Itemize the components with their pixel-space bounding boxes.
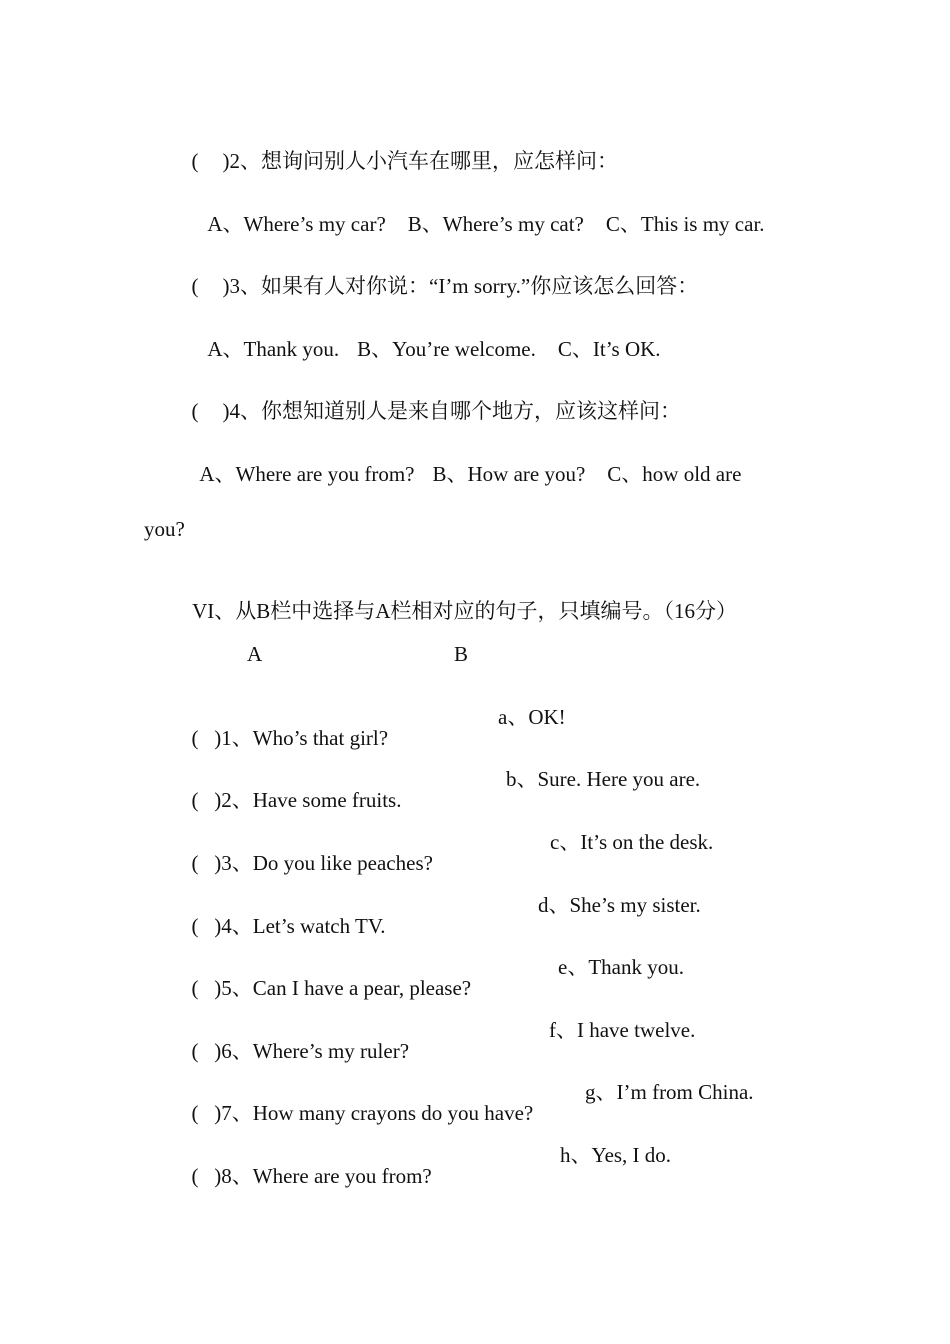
question-4-stem [181,380,681,422]
score-unit: 分） [694,599,737,623]
match-row-1 [181,707,388,749]
section-numeral: VI、从 [192,599,257,623]
option-c: C、It’s OK. [557,337,661,361]
match-row-6 [181,1020,409,1062]
option-b: B、Where’s my cat? [407,212,584,236]
row-number: ( )6、 [191,1039,253,1063]
question-number: )2、 [222,149,261,173]
question-2-options [198,193,765,235]
question-text-cn: 如果有人对你说： [261,274,429,298]
row-number: ( )3、 [191,851,253,875]
title-text-1: 栏中选择与 [270,599,376,623]
column-a-sentence: Have some fruits. [252,788,402,812]
match-row-2 [181,769,401,811]
option-b: B、How are you? [432,462,586,486]
column-a-sentence: How many crayons do you have? [252,1101,534,1125]
answer-paren-open: ( [191,274,199,298]
match-option-d: d、She’s my sister. [538,893,701,917]
question-4-option-c-continued: you? [144,517,185,541]
option-b: B、You’re welcome. [357,337,536,361]
match-row-7 [181,1082,533,1124]
question-text: 想询问别人小汽车在哪里，应怎样问： [261,149,618,173]
column-a-sentence: Where are you from? [252,1164,432,1188]
row-number: ( )2、 [191,788,253,812]
section-6-title [182,580,737,622]
match-option-g: g、I’m from China. [585,1080,754,1104]
question-number: )4、 [222,399,261,423]
option-a: A、Thank you. [207,337,340,361]
row-number: ( )5、 [191,976,253,1000]
title-text-2: 栏相对应的句子，只填编号。 [390,599,664,623]
question-3-options [198,318,661,360]
score-number: 16 [673,599,695,623]
row-number: ( )7、 [191,1101,253,1125]
match-option-e: e、Thank you. [558,955,684,979]
match-row-8 [181,1145,432,1187]
question-4-options [190,443,741,485]
column-a-sentence: Can I have a pear, please? [252,976,472,1000]
question-text-en: “I’m sorry.” [429,274,531,298]
score-open: （ [663,599,674,623]
option-a: A、Where’s my car? [207,212,386,236]
column-ref-a: A [375,599,391,623]
match-option-h: h、Yes, I do. [560,1143,672,1167]
question-text: 你想知道别人是来自哪个地方，应该这样问： [261,399,681,423]
match-option-a: a、OK! [498,705,566,729]
column-a-sentence: Who’s that girl? [252,726,389,750]
match-option-b: b、Sure. Here you are. [506,767,701,791]
column-a-sentence: Do you like peaches? [252,851,433,875]
match-row-3 [181,832,433,874]
row-number: ( )1、 [191,726,253,750]
question-3-stem [181,255,698,297]
row-number: ( )4、 [191,914,253,938]
column-ref-b: B [256,599,271,623]
option-c: C、how old are [607,462,742,486]
column-header-b: B [454,642,469,666]
column-a-sentence: Where’s my ruler? [252,1039,410,1063]
answer-paren-open: ( [191,149,199,173]
match-row-4 [181,895,386,937]
column-a-sentence: Let’s watch TV. [252,914,386,938]
answer-paren-open: ( [191,399,199,423]
match-option-c: c、It’s on the desk. [550,830,714,854]
option-a: A、Where are you from? [199,462,415,486]
question-text-cn-2: 你应该怎么回答： [530,274,699,298]
question-number: )3、 [222,274,261,298]
row-number: ( )8、 [191,1164,253,1188]
question-2-stem [181,130,618,172]
option-c: C、This is my car. [605,212,765,236]
column-header-a: A [247,642,263,666]
match-option-f: f、I have twelve. [549,1018,696,1042]
match-row-5 [181,957,471,999]
